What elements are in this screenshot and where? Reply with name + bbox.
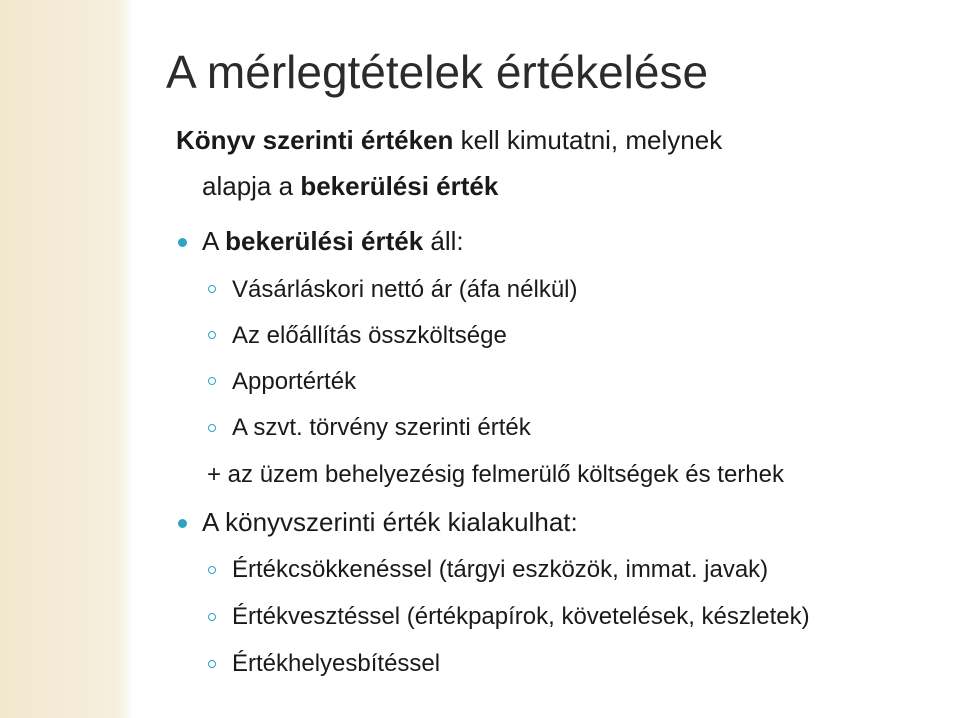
bullet1-prefix: A bbox=[202, 226, 226, 256]
intro-line-1 bbox=[176, 124, 722, 156]
intro-rest: kell kimutatni, melynek bbox=[453, 125, 723, 155]
intro-line2-prefix: alapja a bbox=[202, 171, 301, 201]
bullet-ring-icon bbox=[208, 660, 216, 668]
bullet-ring-icon bbox=[208, 566, 216, 574]
bullet1-suffix: áll: bbox=[423, 226, 464, 256]
bullet-ring-icon bbox=[208, 424, 216, 432]
bullet2-subitem: Értékhelyesbítéssel bbox=[232, 650, 441, 677]
bullet1-line bbox=[202, 225, 464, 257]
bullet-ring-icon bbox=[208, 331, 216, 339]
bullet-ring-icon bbox=[208, 377, 216, 385]
bullet2-line: A könyvszerinti érték kialakulhat: bbox=[202, 507, 578, 537]
bullet1-plus-line: + az üzem behelyezésig felmerülő költségek és terhek bbox=[207, 461, 784, 488]
bullet-ring-icon bbox=[208, 613, 216, 621]
bullet2-subitem: Értékvesztéssel (értékpapírok, követelések, készletek) bbox=[232, 603, 810, 630]
slide-title: A mérlegtételek értékelése bbox=[166, 46, 709, 98]
bullet2-subitem: Értékcsökkenéssel (tárgyi eszközök, immat. javak) bbox=[232, 556, 769, 583]
bullet-ring-icon bbox=[208, 285, 216, 293]
intro-line2-bold: bekerülési érték bbox=[300, 171, 499, 201]
intro-line-2 bbox=[202, 170, 498, 202]
bullet1-subitem: Az előállítás összköltsége bbox=[232, 322, 507, 349]
bullet1-bold: bekerülési érték bbox=[225, 226, 424, 256]
bullet1-subitem: Vásárláskori nettó ár (áfa nélkül) bbox=[232, 276, 578, 303]
bullet-dot-icon bbox=[178, 519, 187, 528]
bullet1-subitem: A szvt. törvény szerinti érték bbox=[232, 414, 531, 441]
bullet1-subitem: Apportérték bbox=[232, 368, 357, 395]
bullet-dot-icon bbox=[178, 238, 187, 247]
intro-bold-lead: Könyv szerinti értéken bbox=[176, 125, 454, 155]
